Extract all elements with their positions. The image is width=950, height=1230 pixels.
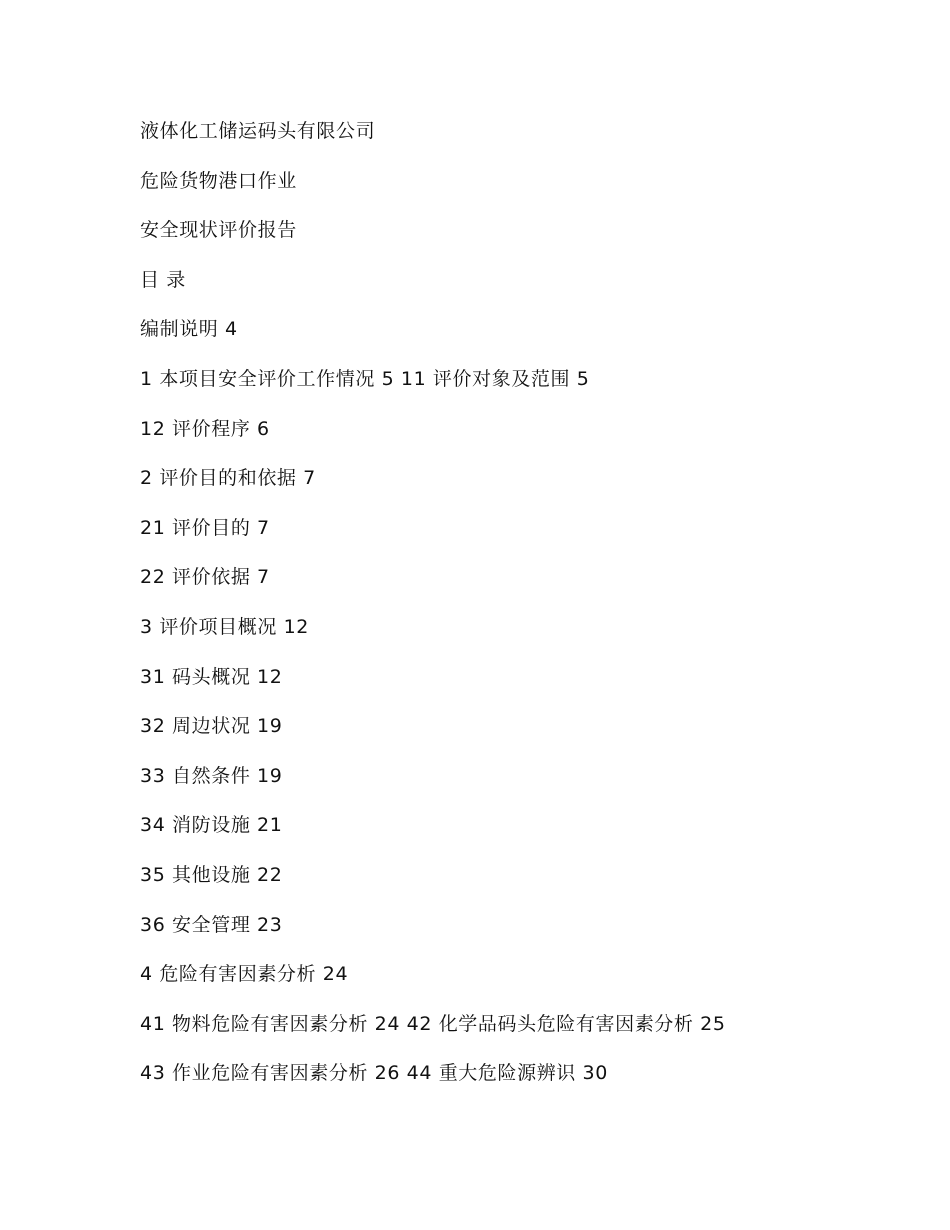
document-title: 安全现状评价报告	[140, 219, 297, 242]
toc-entry: 36 安全管理 23	[140, 913, 283, 936]
document-subtitle: 危险货物港口作业	[140, 169, 297, 192]
toc-entry: 34 消防设施 21	[140, 814, 283, 837]
toc-entry: 32 周边状况 19	[140, 715, 283, 738]
toc-entry: 2 评价目的和依据 7	[140, 467, 316, 490]
toc-entry: 1 本项目安全评价工作情况 5 11 评价对象及范围 5	[140, 367, 590, 390]
toc-entry: 22 评价依据 7	[140, 566, 270, 589]
toc-entry: 41 物料危险有害因素分析 24 42 化学品码头危险有害因素分析 25	[140, 1012, 726, 1035]
toc-entry: 31 码头概况 12	[140, 665, 283, 688]
toc-entry: 3 评价项目概况 12	[140, 615, 309, 638]
toc-entry: 43 作业危险有害因素分析 26 44 重大危险源辨识 30	[140, 1062, 608, 1085]
toc-heading: 目 录	[140, 268, 186, 291]
toc-entry: 33 自然条件 19	[140, 764, 283, 787]
toc-entry: 12 评价程序 6	[140, 417, 270, 440]
document-body	[140, 116, 920, 1108]
toc-entry: 4 危险有害因素分析 24	[140, 963, 349, 986]
company-name: 液体化工储运码头有限公司	[140, 120, 376, 142]
toc-entry: 21 评价目的 7	[140, 516, 270, 539]
toc-entry: 编制说明 4	[140, 318, 238, 341]
toc-entry: 35 其他设施 22	[140, 863, 283, 886]
